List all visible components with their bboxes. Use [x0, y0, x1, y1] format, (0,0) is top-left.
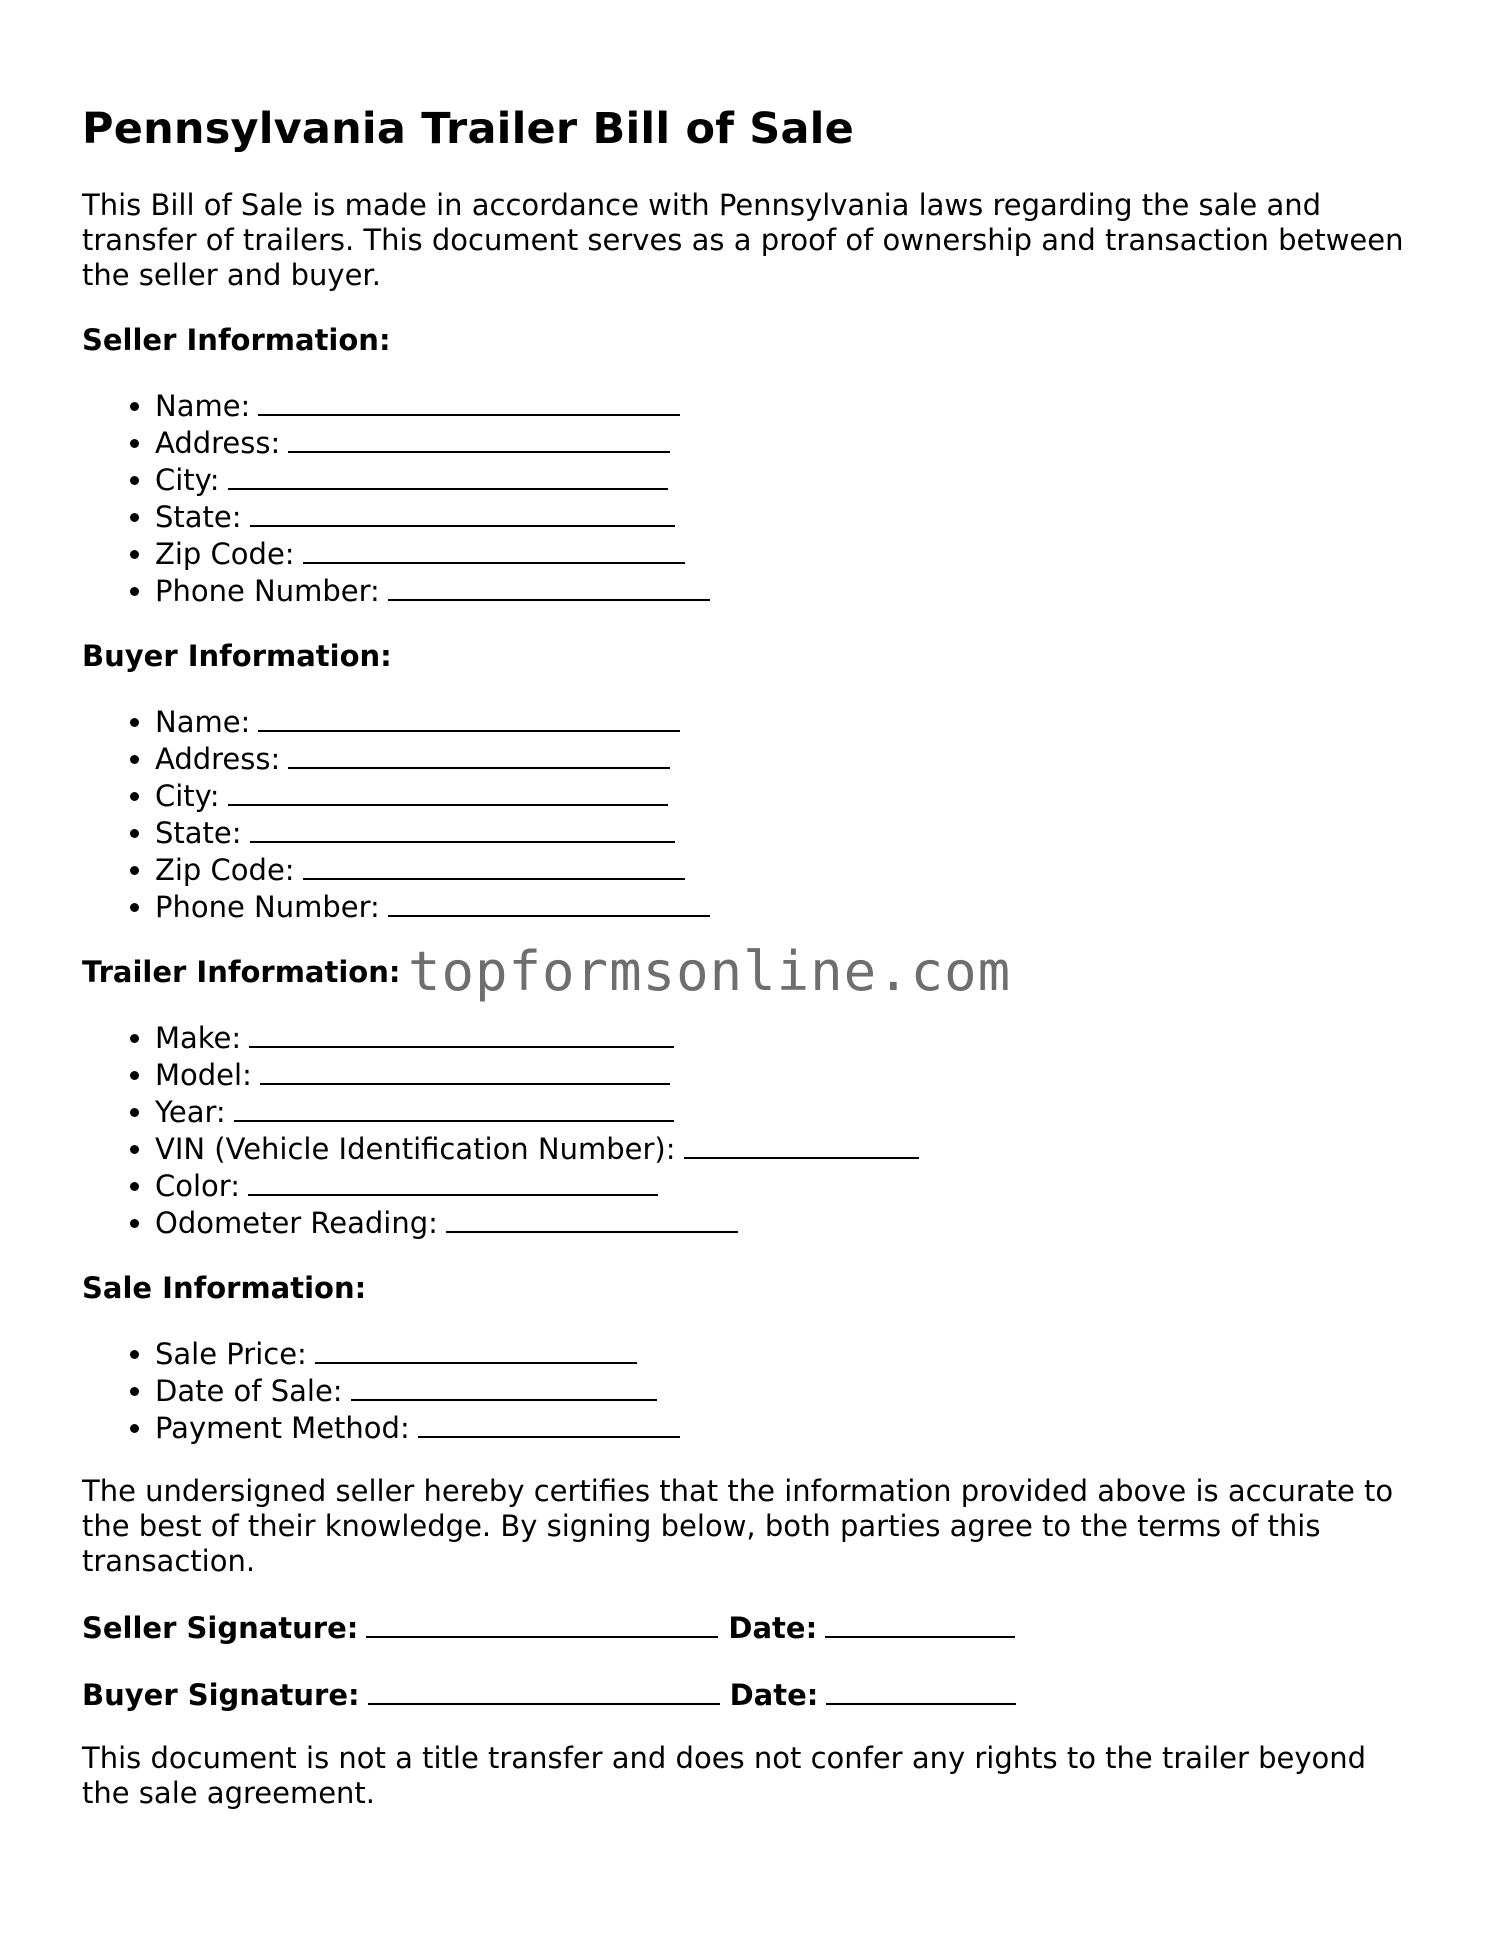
disclaimer-paragraph: This document is not a title transfer and does not confer any rights to the trailer beyond the sale agreement. [82, 1741, 1367, 1810]
certification-paragraph: The undersigned seller hereby certifies that the information provided above is accurate to the best of their knowledge. By signing below, both parties agree to the terms of this transaction. [82, 1474, 1394, 1578]
fill-line[interactable] [250, 814, 675, 843]
seller-name-field [155, 387, 1422, 424]
field-label: Zip Code: [155, 853, 295, 887]
trailer-fields [82, 1019, 1422, 1241]
fill-line[interactable] [249, 1019, 674, 1048]
watermark: topformsonline.com [408, 940, 1012, 1003]
fill-line[interactable] [684, 1130, 919, 1159]
field-label: Name: [155, 705, 251, 739]
seller-heading: Seller Information: [82, 323, 391, 357]
seller-address-field [155, 424, 1422, 461]
buyer-signature-blank[interactable] [368, 1676, 720, 1705]
field-label: City: [155, 779, 220, 813]
seller-date-label: Date: [728, 1611, 818, 1645]
fill-line[interactable] [303, 535, 685, 564]
seller-state-field [155, 498, 1422, 535]
field-label: Sale Price: [155, 1337, 307, 1371]
field-label: State: [155, 816, 242, 850]
trailer-model-field [155, 1056, 1422, 1093]
trailer-year-field [155, 1093, 1422, 1130]
buyer-fields [82, 703, 1422, 925]
buyer-address-field [155, 740, 1422, 777]
seller-date-blank[interactable] [825, 1609, 1015, 1638]
field-label: Year: [155, 1095, 226, 1129]
field-label: Name: [155, 389, 251, 423]
fill-line[interactable] [260, 1056, 670, 1085]
buyer-date-blank[interactable] [826, 1676, 1016, 1705]
buyer-name-field [155, 703, 1422, 740]
trailer-odometer-field [155, 1204, 1422, 1241]
field-label: Make: [155, 1021, 242, 1055]
sale-date-field [155, 1372, 1422, 1409]
fill-line[interactable] [228, 777, 668, 806]
field-label: Phone Number: [155, 574, 380, 608]
seller-fields [82, 387, 1422, 609]
field-label: City: [155, 463, 220, 497]
payment-method-field [155, 1409, 1422, 1446]
trailer-color-field [155, 1167, 1422, 1204]
fill-line[interactable] [418, 1409, 680, 1438]
seller-phone-field [155, 572, 1422, 609]
field-label: Zip Code: [155, 537, 295, 571]
trailer-make-field [155, 1019, 1422, 1056]
field-label: Address: [155, 426, 281, 460]
field-label: Date of Sale: [155, 1374, 343, 1408]
fill-line[interactable] [258, 387, 680, 416]
fill-line[interactable] [248, 1167, 658, 1196]
seller-zip-field [155, 535, 1422, 572]
seller-city-field [155, 461, 1422, 498]
fill-line[interactable] [303, 851, 685, 880]
fill-line[interactable] [351, 1372, 657, 1401]
buyer-heading: Buyer Information: [82, 639, 392, 673]
intro-paragraph: This Bill of Sale is made in accordance with Pennsylvania laws regarding the sale and transfer of trailers. This document serves as a proof of ownership and transaction between the seller and buyer. [82, 188, 1404, 292]
buyer-signature-line [82, 1676, 1422, 1713]
trailer-heading: Trailer Information: [82, 955, 401, 989]
fill-line[interactable] [315, 1335, 637, 1364]
field-label: State: [155, 500, 242, 534]
field-label: VIN (Vehicle Identification Number): [155, 1132, 676, 1166]
fill-line[interactable] [250, 498, 675, 527]
field-label: Payment Method: [155, 1411, 410, 1445]
sale-fields [82, 1335, 1422, 1446]
document-title: Pennsylvania Trailer Bill of Sale [82, 104, 854, 154]
fill-line[interactable] [228, 461, 668, 490]
trailer-vin-field [155, 1130, 1422, 1167]
field-label: Odometer Reading: [155, 1206, 438, 1240]
field-label: Phone Number: [155, 890, 380, 924]
seller-signature-label: Seller Signature: [82, 1611, 359, 1645]
buyer-state-field [155, 814, 1422, 851]
fill-line[interactable] [388, 888, 710, 917]
fill-line[interactable] [388, 572, 710, 601]
seller-signature-line [82, 1609, 1422, 1646]
buyer-date-label: Date: [729, 1678, 819, 1712]
buyer-city-field [155, 777, 1422, 814]
fill-line[interactable] [234, 1093, 674, 1122]
field-label: Address: [155, 742, 281, 776]
buyer-phone-field [155, 888, 1422, 925]
buyer-zip-field [155, 851, 1422, 888]
sale-price-field [155, 1335, 1422, 1372]
buyer-signature-label: Buyer Signature: [82, 1678, 360, 1712]
fill-line[interactable] [288, 424, 670, 453]
fill-line[interactable] [446, 1204, 738, 1233]
sale-heading: Sale Information: [82, 1271, 367, 1305]
field-label: Color: [155, 1169, 240, 1203]
fill-line[interactable] [288, 740, 670, 769]
seller-signature-blank[interactable] [366, 1609, 718, 1638]
fill-line[interactable] [258, 703, 680, 732]
field-label: Model: [155, 1058, 252, 1092]
